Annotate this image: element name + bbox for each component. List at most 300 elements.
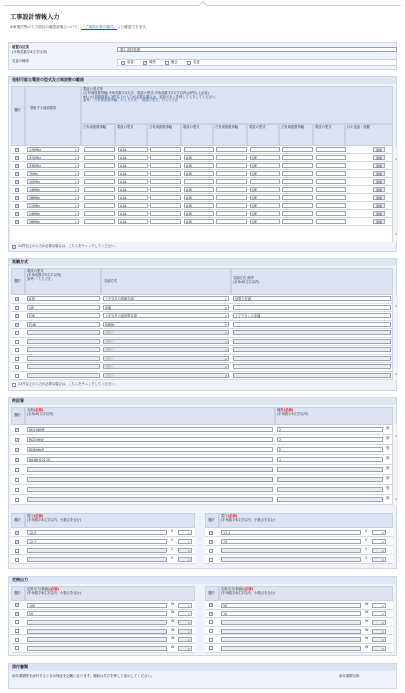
bw-input[interactable] xyxy=(84,171,115,176)
type-input[interactable] xyxy=(316,203,346,208)
option-modify-checkbox[interactable] xyxy=(187,61,191,65)
power-right-unit-select[interactable] xyxy=(372,603,386,608)
power-left-select-label: 選択 xyxy=(14,591,21,595)
type-input[interactable] xyxy=(184,147,214,152)
power-right-checkbox[interactable]: ✓ xyxy=(210,611,213,616)
mod-method-select[interactable]: (選択) ∨ xyxy=(103,364,229,369)
intro-text xyxy=(10,25,149,29)
tube-count-input[interactable] xyxy=(277,487,383,492)
power-right-input[interactable] xyxy=(221,620,361,625)
mod-detail-input[interactable] xyxy=(233,364,391,369)
bw-input[interactable] xyxy=(84,147,115,152)
mod-method-select[interactable]: SSB ∨ xyxy=(103,305,229,310)
type-input[interactable] xyxy=(316,219,346,224)
mod-detail-input[interactable] xyxy=(233,356,391,361)
mod-type-input[interactable] xyxy=(27,373,100,378)
bw-help-link[interactable]: 「占有周波数帯幅」の入力方法 xyxy=(90,98,137,103)
type-input[interactable] xyxy=(316,155,346,160)
mod-row-checkbox[interactable] xyxy=(15,331,19,335)
type-input[interactable]: A1A xyxy=(118,179,148,184)
add-row-button[interactable]: 追加 xyxy=(373,179,385,184)
bw-input[interactable] xyxy=(282,147,313,152)
band-select[interactable]: 10MHz ∨ xyxy=(27,179,79,184)
mod-col-select xyxy=(11,268,25,295)
bw-input[interactable] xyxy=(150,155,181,160)
device-input[interactable]: 第2 送信装置 xyxy=(117,47,397,52)
volt-right-rows xyxy=(205,528,393,564)
volt-right-unit-select[interactable] xyxy=(372,539,386,544)
volt-left-select-label: 選択 xyxy=(14,518,21,522)
power-right-unit-select[interactable] xyxy=(372,637,386,642)
power-right-checkbox[interactable] xyxy=(209,638,213,642)
bw-input[interactable] xyxy=(216,163,247,168)
mod-method-select[interactable]: 上記以外の周波数変調 ∨ xyxy=(103,313,229,318)
type-input[interactable] xyxy=(316,195,346,200)
volt-left-checkbox[interactable]: ✓ xyxy=(16,539,19,544)
type-input[interactable] xyxy=(250,179,280,184)
bw-input[interactable] xyxy=(84,203,115,208)
mod-detail-input[interactable]: リアクタンス変調 xyxy=(233,313,391,318)
volt-right-row xyxy=(205,537,393,546)
scroll-down-icon[interactable]: ∨ xyxy=(394,231,398,236)
type-input[interactable]: A1A xyxy=(118,211,148,216)
mod-col-type xyxy=(25,268,101,295)
bw-input[interactable] xyxy=(150,219,181,224)
volt-right-checkbox[interactable] xyxy=(209,549,213,553)
power-left-checkbox[interactable]: ✓ xyxy=(16,611,19,616)
mod-detail-input[interactable] xyxy=(233,330,391,335)
scroll-up-icon[interactable]: ∧ xyxy=(394,157,398,161)
option-add-checkbox[interactable]: ✓ xyxy=(144,61,147,65)
type-input[interactable] xyxy=(316,211,346,216)
bw-input[interactable] xyxy=(282,179,313,184)
tube-count-input[interactable]: 2 xyxy=(277,437,383,442)
power-left-row xyxy=(11,610,195,619)
tube-count-input[interactable]: 2 xyxy=(277,427,383,432)
power-right-input[interactable] xyxy=(221,637,361,642)
type-input[interactable]: J3E xyxy=(250,163,280,168)
mod-type-input[interactable] xyxy=(27,339,100,344)
volt-right-checkbox[interactable]: ✓ xyxy=(210,539,213,544)
freq-row xyxy=(11,186,393,194)
power-left-input[interactable] xyxy=(27,646,167,651)
type-input[interactable]: J3E xyxy=(250,195,280,200)
freq-row-checkbox[interactable]: ✓ xyxy=(16,172,19,176)
page-title: 工事設計情報入力 xyxy=(10,14,60,21)
mod-row xyxy=(11,312,393,321)
tube-name-input[interactable] xyxy=(27,497,273,502)
band-select[interactable]: 3.5MHz ∨ xyxy=(27,155,79,160)
mod-title: 変調方式 xyxy=(9,259,396,266)
mod-method-select[interactable]: 上記以外の振幅変調 ∨ xyxy=(103,296,229,301)
volt-left-input[interactable]: 12.5 xyxy=(27,530,167,535)
bw-input[interactable] xyxy=(150,163,181,168)
power-left-checkbox[interactable] xyxy=(15,646,19,650)
mod-row-checkbox[interactable]: ✓ xyxy=(16,322,19,327)
volt-right-input[interactable] xyxy=(221,548,361,553)
final-scrollbar[interactable] xyxy=(392,425,398,505)
power-left-input[interactable] xyxy=(27,620,167,625)
type-input[interactable]: A1A xyxy=(118,147,148,152)
mod-type-input[interactable] xyxy=(27,347,100,352)
band-select[interactable]: 7MHz ∨ xyxy=(27,171,79,176)
bw-input[interactable] xyxy=(84,219,115,224)
bw-input[interactable] xyxy=(84,211,115,216)
volt-right-input[interactable]: 13 xyxy=(221,539,361,544)
volt-right-unit-select[interactable] xyxy=(372,548,386,553)
bw-input[interactable] xyxy=(216,203,247,208)
type-input[interactable]: A3E xyxy=(184,195,214,200)
power-left-unit-select[interactable] xyxy=(178,646,192,651)
power-right-input[interactable] xyxy=(221,646,361,651)
volt-left-unit-select[interactable] xyxy=(178,530,192,535)
power-right-checkbox[interactable] xyxy=(209,646,213,650)
tube-name-input[interactable] xyxy=(27,467,273,472)
mod-row xyxy=(11,338,393,347)
power-left-unit-select[interactable] xyxy=(178,637,192,642)
type-input[interactable]: J3E xyxy=(250,211,280,216)
device-label-hint: (半角英数字4文字以内) xyxy=(12,50,48,54)
tube-count-input[interactable] xyxy=(277,477,383,482)
mod-row-checkbox[interactable]: ✓ xyxy=(16,297,19,301)
mod-row-checkbox[interactable] xyxy=(15,348,19,352)
option-replace-checkbox[interactable] xyxy=(121,61,125,65)
volt-right-unit-select[interactable] xyxy=(372,530,386,535)
mod-row xyxy=(11,372,393,381)
type-input[interactable]: A3E xyxy=(184,187,214,192)
attach-label: 添付書類名称 xyxy=(339,674,360,678)
freq-scrollbar[interactable] xyxy=(392,146,398,242)
mod-method-select[interactable]: (選択) ∨ xyxy=(103,373,229,378)
power-left-checkbox[interactable] xyxy=(15,620,19,624)
mod-scroll-down-icon[interactable]: ∨ xyxy=(394,371,398,376)
bw-input[interactable] xyxy=(282,171,313,176)
volt-left-checkbox[interactable] xyxy=(15,549,19,553)
add-row-button[interactable]: 追加 xyxy=(373,219,385,224)
power-title: 定格出力 xyxy=(9,577,396,584)
mod-scroll-up-icon[interactable]: ∧ xyxy=(394,304,398,308)
mod-method-select[interactable]: GMSK ∨ xyxy=(103,322,229,327)
power-right-input[interactable] xyxy=(221,629,361,634)
count-unit: 個 xyxy=(386,496,390,500)
power-right-row xyxy=(205,635,393,644)
intro-link[interactable]: 「工事設計書の様式」 xyxy=(81,25,118,29)
freq-row-checkbox[interactable]: ✓ xyxy=(16,204,19,208)
mod-type-input[interactable] xyxy=(27,364,100,369)
tube-name-input[interactable]: RD60HUF xyxy=(27,447,273,452)
tube-count-input[interactable]: 1 xyxy=(277,457,383,462)
mod-method-select[interactable]: (選択) ∨ xyxy=(103,339,229,344)
bw-input[interactable] xyxy=(84,155,115,160)
bw-input[interactable] xyxy=(150,203,181,208)
type-help-link[interactable]: ・「電波の型式」の入力方法 xyxy=(136,98,179,103)
band-select[interactable]: 18MHz ∨ xyxy=(27,195,79,200)
type-input[interactable] xyxy=(316,147,346,152)
freq-row-checkbox[interactable]: ✓ xyxy=(16,156,19,160)
mod-row-checkbox[interactable] xyxy=(15,357,19,361)
final-row xyxy=(11,475,393,485)
type-input[interactable] xyxy=(316,187,346,192)
mod-detail-input[interactable] xyxy=(233,347,391,352)
mod-detail-input[interactable] xyxy=(233,305,391,310)
volt-left-checkbox[interactable] xyxy=(15,558,19,562)
volt-right-checkbox[interactable] xyxy=(209,558,213,562)
bw-input[interactable] xyxy=(150,179,181,184)
add-row-button[interactable]: 追加 xyxy=(373,171,385,176)
final-row-checkbox[interactable] xyxy=(15,478,19,482)
bw-input[interactable] xyxy=(216,187,247,192)
freq-row-checkbox[interactable]: ✓ xyxy=(16,196,19,200)
power-left-row xyxy=(11,627,195,636)
freq-row-checkbox[interactable]: ✓ xyxy=(16,220,19,224)
power-left-unit-select[interactable] xyxy=(178,629,192,634)
power-left-input[interactable]: 100 xyxy=(27,603,167,608)
type-input[interactable]: A1A xyxy=(118,219,148,224)
volt-right-checkbox[interactable]: ✓ xyxy=(210,530,213,535)
change-type-label: 変更の種別 xyxy=(12,59,29,63)
attach-section xyxy=(8,663,397,689)
volt-left-unit-select[interactable] xyxy=(178,539,192,544)
volt-right-input[interactable]: 13.1 xyxy=(221,530,361,535)
bw-input[interactable] xyxy=(84,163,115,168)
bw-input[interactable] xyxy=(84,179,115,184)
bw-input[interactable] xyxy=(282,155,313,160)
mod-method-select[interactable]: (選択) ∨ xyxy=(103,356,229,361)
add-row-button[interactable]: 追加 xyxy=(373,155,385,160)
bw-input[interactable] xyxy=(216,171,247,176)
final-row-checkbox[interactable]: ✓ xyxy=(16,458,19,462)
mod-row-checkbox[interactable] xyxy=(15,365,19,369)
power-left-input[interactable] xyxy=(27,629,167,634)
volt-left-checkbox[interactable]: ✓ xyxy=(16,530,19,535)
final-row-checkbox[interactable] xyxy=(15,468,19,472)
type-input[interactable]: A1A xyxy=(118,203,148,208)
type-input[interactable] xyxy=(316,171,346,176)
power-right-unit-select[interactable] xyxy=(372,611,386,616)
type-input[interactable]: J3E xyxy=(250,187,280,192)
bw-input[interactable] xyxy=(282,163,313,168)
type-input[interactable]: J3E xyxy=(250,219,280,224)
band-select[interactable]: 21MHz ∨ xyxy=(27,203,79,208)
tube-count-input[interactable]: 2 xyxy=(277,447,383,452)
volt-left-input[interactable] xyxy=(27,548,167,553)
type-input[interactable]: A1A xyxy=(118,163,148,168)
power-right-unit: W xyxy=(365,610,369,615)
type-input[interactable]: A3E xyxy=(184,171,214,176)
mod-ref-link[interactable]: 「入力方法」 xyxy=(34,276,55,281)
type-input[interactable]: A3E xyxy=(184,155,214,160)
power-left-unit-select[interactable] xyxy=(178,620,192,625)
power-left-checkbox[interactable]: ✓ xyxy=(16,603,19,608)
freq-desc1: 電波の型式等 xyxy=(83,87,103,91)
bw-input[interactable] xyxy=(282,219,313,224)
count-unit: 個 xyxy=(386,476,390,480)
volt-left-unit: V xyxy=(171,538,174,542)
tube-name-input[interactable]: RD70HMF xyxy=(27,427,273,432)
mod-type-input[interactable]: F1W xyxy=(27,322,100,327)
tube-name-input[interactable]: RD70HVF xyxy=(27,437,273,442)
power-left-checkbox[interactable] xyxy=(15,638,19,642)
power-right-row xyxy=(205,610,393,619)
mod-row-checkbox[interactable]: ✓ xyxy=(16,305,19,310)
final-scroll-down-icon[interactable]: ∨ xyxy=(394,496,398,501)
tube-name-input[interactable] xyxy=(27,487,273,492)
add-row-button[interactable]: 追加 xyxy=(373,195,385,200)
power-right-select-label: 選択 xyxy=(208,591,215,595)
type-input[interactable]: A1A xyxy=(118,171,148,176)
mod-type-input[interactable]: A3E xyxy=(27,296,100,301)
freq-row xyxy=(11,210,393,218)
power-right-input[interactable]: 50 xyxy=(221,603,361,608)
type-input[interactable]: A1A xyxy=(118,195,148,200)
tube-count-input[interactable] xyxy=(277,497,383,502)
bw-input[interactable] xyxy=(282,211,313,216)
freq-row-checkbox[interactable]: ✓ xyxy=(16,212,19,216)
final-row-checkbox[interactable]: ✓ xyxy=(16,438,19,442)
mod-detail-input[interactable]: 低電力変調 xyxy=(233,296,391,301)
power-right-checkbox[interactable] xyxy=(209,629,213,633)
type-input[interactable]: J3E xyxy=(250,203,280,208)
power-right-label: 定格出力(数値) xyxy=(221,587,244,591)
mod-col-type-label: 電波の型式 xyxy=(27,269,44,273)
add-row-button[interactable]: 追加 xyxy=(373,163,385,168)
mod-row xyxy=(11,355,393,364)
type-input[interactable]: A3E xyxy=(184,203,214,208)
bw-input[interactable] xyxy=(282,203,313,208)
freq-desc xyxy=(81,86,393,124)
bw-input[interactable] xyxy=(150,187,181,192)
band-select[interactable]: 3.8MHz ∨ xyxy=(27,163,79,168)
final-row-checkbox[interactable]: ✓ xyxy=(16,448,19,452)
mod-detail-input[interactable] xyxy=(233,339,391,344)
final-row-checkbox[interactable]: ✓ xyxy=(16,428,19,432)
add-row-button[interactable]: 追加 xyxy=(373,211,385,216)
power-left-unit-select[interactable] xyxy=(178,603,192,608)
type-input[interactable]: A1A xyxy=(118,187,148,192)
power-right-input[interactable]: 10 xyxy=(221,611,361,616)
add-row-button[interactable]: 追加 xyxy=(373,203,385,208)
mod-scrollbar[interactable] xyxy=(392,295,398,380)
bw-input[interactable] xyxy=(150,211,181,216)
bw-input[interactable] xyxy=(216,195,247,200)
mod-detail-input[interactable] xyxy=(233,322,391,327)
bw-input[interactable] xyxy=(282,195,313,200)
type-input[interactable]: A3E xyxy=(184,219,214,224)
volt-right-unit: V xyxy=(365,529,368,533)
mod-type-input[interactable]: F3E xyxy=(27,313,100,318)
power-left-checkbox[interactable] xyxy=(15,629,19,633)
bw-input[interactable] xyxy=(216,155,247,160)
type-input[interactable]: A3E xyxy=(184,211,214,216)
volt-left-input[interactable]: 12.7 xyxy=(27,539,167,544)
mod-type-input[interactable]: J3E xyxy=(27,305,100,310)
final-col-select xyxy=(11,407,25,425)
final-row-checkbox[interactable] xyxy=(15,488,19,492)
bw-input[interactable] xyxy=(282,187,313,192)
mod-ref-lead: 参考: xyxy=(27,276,35,281)
mod-row-checkbox[interactable] xyxy=(15,374,19,378)
mod-row-checkbox[interactable] xyxy=(15,340,19,344)
mod-type-input[interactable] xyxy=(27,356,100,361)
band-select[interactable]: 1.9MHz ∨ xyxy=(27,147,79,152)
power-right-checkbox[interactable] xyxy=(209,620,213,624)
volt-right-unit-select[interactable] xyxy=(372,557,386,562)
bw-input[interactable] xyxy=(150,171,181,176)
add-row-button[interactable]: 追加 xyxy=(373,187,385,192)
tube-name-input[interactable]: RA18H1213G xyxy=(27,457,273,462)
option-remove-checkbox[interactable] xyxy=(165,61,169,65)
freq-title: 発射可能な電波の型式及び周波数の範囲 xyxy=(9,77,396,84)
power-left-input[interactable]: 50 xyxy=(27,611,167,616)
freq-row-checkbox[interactable]: ✓ xyxy=(16,164,19,168)
mod-method-select[interactable]: (選択) ∨ xyxy=(103,347,229,352)
mod-method-select[interactable]: (選択) ∨ xyxy=(103,330,229,335)
volt-right-input[interactable] xyxy=(221,557,361,562)
volt-left-row xyxy=(11,555,195,564)
type-input[interactable]: J3E xyxy=(250,155,280,160)
band-select[interactable]: 24MHz ∨ xyxy=(27,211,79,216)
volt-left-unit-select[interactable] xyxy=(178,557,192,562)
mod-row-checkbox[interactable]: ✓ xyxy=(16,314,19,318)
volt-left-unit-select[interactable] xyxy=(178,548,192,553)
bw-input[interactable] xyxy=(84,187,115,192)
freq-row-checkbox[interactable]: ✓ xyxy=(16,148,19,152)
power-left-label: 定格出力(数値) xyxy=(27,587,50,591)
volt-right-col xyxy=(219,513,393,528)
power-left-input[interactable] xyxy=(27,637,167,642)
type-input[interactable]: J3E xyxy=(250,171,280,176)
tube-name-input[interactable] xyxy=(27,477,273,482)
type-input[interactable] xyxy=(250,147,280,152)
type-input[interactable] xyxy=(184,179,214,184)
type-input[interactable]: A3E xyxy=(184,163,214,168)
bw-input[interactable] xyxy=(150,147,181,152)
bw-input[interactable] xyxy=(216,179,247,184)
bw-input[interactable] xyxy=(150,195,181,200)
band-select[interactable]: 28MHz ∨ xyxy=(27,219,79,224)
freq-row-checkbox[interactable]: ✓ xyxy=(16,188,19,192)
freq-row-checkbox[interactable]: ✓ xyxy=(16,180,19,184)
final-count-required: (必須) xyxy=(283,408,294,412)
power-left-unit-select[interactable] xyxy=(178,611,192,616)
tube-count-input[interactable] xyxy=(277,467,383,472)
power-right-unit-select[interactable] xyxy=(372,629,386,634)
bw-input[interactable] xyxy=(84,195,115,200)
band-select[interactable]: 14MHz ∨ xyxy=(27,187,79,192)
power-right-col-select xyxy=(205,586,219,601)
final-row-checkbox[interactable] xyxy=(15,498,19,502)
mod-more-checkbox[interactable] xyxy=(12,383,16,387)
mod-type-input[interactable] xyxy=(27,330,100,335)
volt-left-input[interactable] xyxy=(27,557,167,562)
power-right-unit-select[interactable] xyxy=(372,646,386,651)
bw-input[interactable] xyxy=(216,147,247,152)
bw-input[interactable] xyxy=(216,211,247,216)
final-scroll-up-icon[interactable]: ∧ xyxy=(394,434,398,438)
option-modify-label: 変更 xyxy=(193,60,200,64)
bw-input[interactable] xyxy=(216,219,247,224)
type-input[interactable] xyxy=(316,163,346,168)
power-right-checkbox[interactable]: ✓ xyxy=(210,603,213,608)
type-input[interactable] xyxy=(316,179,346,184)
add-row-button[interactable]: 追加 xyxy=(373,147,385,152)
mod-detail-input[interactable] xyxy=(233,373,391,378)
freq-more-checkbox[interactable]: ✓ xyxy=(13,245,16,249)
freq-col-bw-3: 占有周波数帯幅 xyxy=(213,124,247,146)
type-input[interactable]: A1A xyxy=(118,155,148,160)
power-right-unit-select[interactable] xyxy=(372,620,386,625)
volt-left-unit: V xyxy=(171,556,174,560)
